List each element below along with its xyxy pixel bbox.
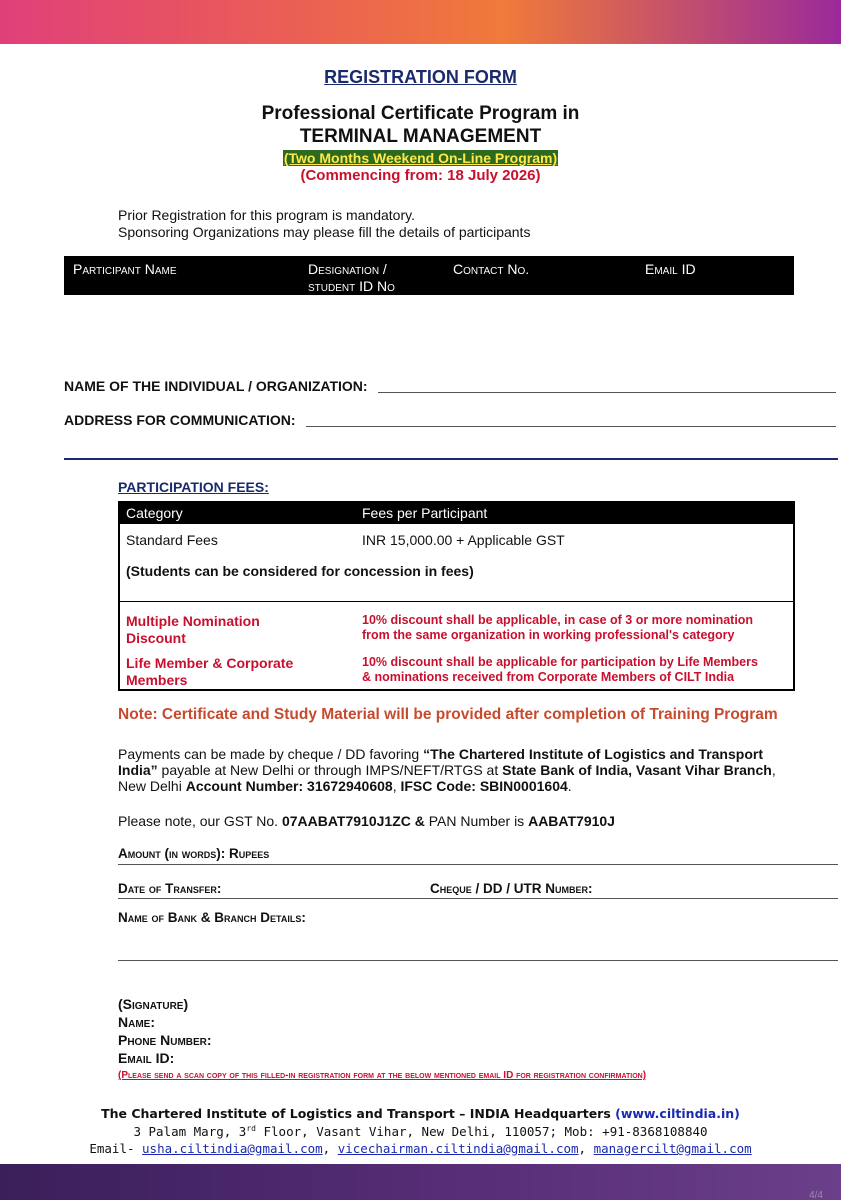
- fees-col-amount: Fees per Participant: [362, 505, 488, 521]
- standard-value: INR 15,000.00 + Applicable GST: [362, 532, 565, 548]
- cheque-label: Cheque / DD / UTR Number:: [430, 881, 593, 896]
- multiple-label-2: Discount: [126, 630, 186, 646]
- footer-address-a: 3 Palam Marg, 3: [133, 1124, 247, 1140]
- gst-amp: &: [410, 813, 429, 829]
- certificate-note: Note: Certificate and Study Material will be provided after completion of Training Program: [118, 706, 778, 723]
- email-link-manager[interactable]: managercilt@gmail.com: [593, 1141, 752, 1156]
- footer-sep-1: ,: [322, 1141, 338, 1156]
- email-link-usha[interactable]: usha.ciltindia@gmail.com: [142, 1141, 323, 1156]
- pay-account: Account Number: 31672940608: [185, 778, 393, 794]
- amount-field[interactable]: [118, 864, 838, 865]
- address-field[interactable]: [306, 426, 836, 427]
- fees-col-category: Category: [126, 505, 183, 521]
- program-name: TERMINAL MANAGEMENT: [299, 126, 542, 147]
- page-number: 4/4: [809, 1190, 823, 1201]
- col-participant-name: Participant Name: [73, 261, 177, 277]
- address-label: ADDRESS FOR COMMUNICATION:: [64, 412, 296, 428]
- pay-comma: ,: [771, 762, 776, 778]
- pay-ifsc: IFSC Code: SBIN0001604: [400, 778, 568, 794]
- pay-payee-1: “The Chartered Institute of Logistics and Transport: [423, 746, 763, 762]
- footer-address-b: Floor, Vasant Vihar, New Delhi, 110057; Mob: +91-8368108840: [255, 1124, 708, 1140]
- life-desc-1: 10% discount shall be applicable for participation by Life Members: [362, 655, 758, 669]
- life-desc: [362, 655, 758, 685]
- pay-bank: State Bank of India, Vasant Vihar Branch: [502, 762, 772, 778]
- pay-sep: ,: [392, 778, 401, 794]
- pan-number: AABAT7910J: [528, 813, 615, 829]
- name-org-field[interactable]: [378, 392, 836, 393]
- col-designation: [308, 261, 395, 295]
- program-line: Professional Certificate Program in: [261, 103, 580, 124]
- footer-sep-2: ,: [578, 1141, 594, 1156]
- intro-line-2: Sponsoring Organizations may please fill the details of participants: [118, 224, 531, 240]
- gst-text-1: Please note, our GST No.: [118, 813, 282, 829]
- signature-label: (Signature): [118, 996, 189, 1012]
- program-format-text: (Two Months Weekend On-Line Program): [283, 150, 558, 166]
- participant-table-header: [64, 256, 794, 295]
- fees-table: [118, 501, 795, 691]
- gst-text-2: PAN Number is: [428, 813, 529, 829]
- form-title: REGISTRATION FORM: [324, 67, 517, 87]
- submission-instruction: (Please send a scan copy of this filled-in registration form at the below mentioned email ID for registration confirmation): [118, 1070, 647, 1081]
- bank-label: Name of Bank & Branch Details:: [118, 910, 306, 925]
- email-link-vicechairman[interactable]: vicechairman.ciltindia@gmail.com: [337, 1141, 579, 1156]
- fees-table-header: [120, 503, 793, 524]
- date-label: Date of Transfer:: [118, 881, 222, 896]
- footer-org: [0, 1106, 841, 1121]
- fees-separator: [120, 601, 793, 602]
- gst-number: 07AABAT7910J1ZC: [281, 813, 411, 829]
- footer-website[interactable]: (www.ciltindia.in): [615, 1106, 740, 1121]
- col-contact: Contact No.: [453, 261, 530, 277]
- commencing-date: (Commencing from: 18 July 2026): [300, 167, 541, 184]
- life-label-1: Life Member & Corporate: [126, 655, 294, 671]
- col-designation-a: Designation /: [308, 261, 387, 277]
- life-desc-2: & nominations received from Corporate Members of CILT India: [362, 670, 735, 684]
- pay-text-1: Payments can be made by cheque / DD favoring: [118, 746, 424, 762]
- col-email: Email ID: [645, 261, 696, 277]
- gst-line: [118, 813, 818, 829]
- multiple-desc: [362, 613, 753, 643]
- footer-email-label: Email-: [89, 1141, 143, 1156]
- name-label: Name:: [118, 1014, 155, 1030]
- multiple-desc-2: from the same organization in working professional's category: [362, 628, 735, 642]
- phone-label: Phone Number:: [118, 1032, 212, 1048]
- pay-text-3: New Delhi: [118, 778, 186, 794]
- col-designation-b: student ID No: [308, 278, 395, 294]
- program-format: [0, 150, 841, 166]
- amount-label: Amount (in words): Rupees: [118, 846, 270, 861]
- students-note: (Students can be considered for concession in fees): [126, 563, 474, 579]
- footer-address-sup: rd: [246, 1124, 256, 1133]
- pay-period: .: [567, 778, 572, 794]
- intro-line-1: Prior Registration for this program is mandatory.: [118, 207, 415, 223]
- pay-payee-2: India”: [118, 762, 158, 778]
- footer-org-name: The Chartered Institute of Logistics and Transport – INDIA Headquarters: [101, 1106, 616, 1121]
- multiple-label: [126, 613, 260, 647]
- multiple-label-1: Multiple Nomination: [126, 613, 260, 629]
- payment-paragraph: [118, 746, 818, 794]
- life-label-2: Members: [126, 672, 188, 688]
- standard-label: Standard Fees: [126, 532, 218, 548]
- email-label: Email ID:: [118, 1050, 175, 1066]
- footer-address: [0, 1124, 841, 1139]
- life-label: [126, 655, 293, 689]
- transfer-field[interactable]: [118, 898, 838, 899]
- bank-field[interactable]: [118, 960, 838, 961]
- bottom-banner: [0, 1164, 841, 1200]
- top-banner: [0, 0, 841, 44]
- name-org-label: NAME OF THE INDIVIDUAL / ORGANIZATION:: [64, 378, 368, 394]
- multiple-desc-1: 10% discount shall be applicable, in case of 3 or more nomination: [362, 613, 754, 627]
- footer-emails: [0, 1141, 841, 1156]
- fees-heading: PARTICIPATION FEES:: [118, 479, 269, 495]
- divider: [64, 458, 838, 460]
- pay-text-2: payable at New Delhi or through IMPS/NEFT/RTGS at: [157, 762, 503, 778]
